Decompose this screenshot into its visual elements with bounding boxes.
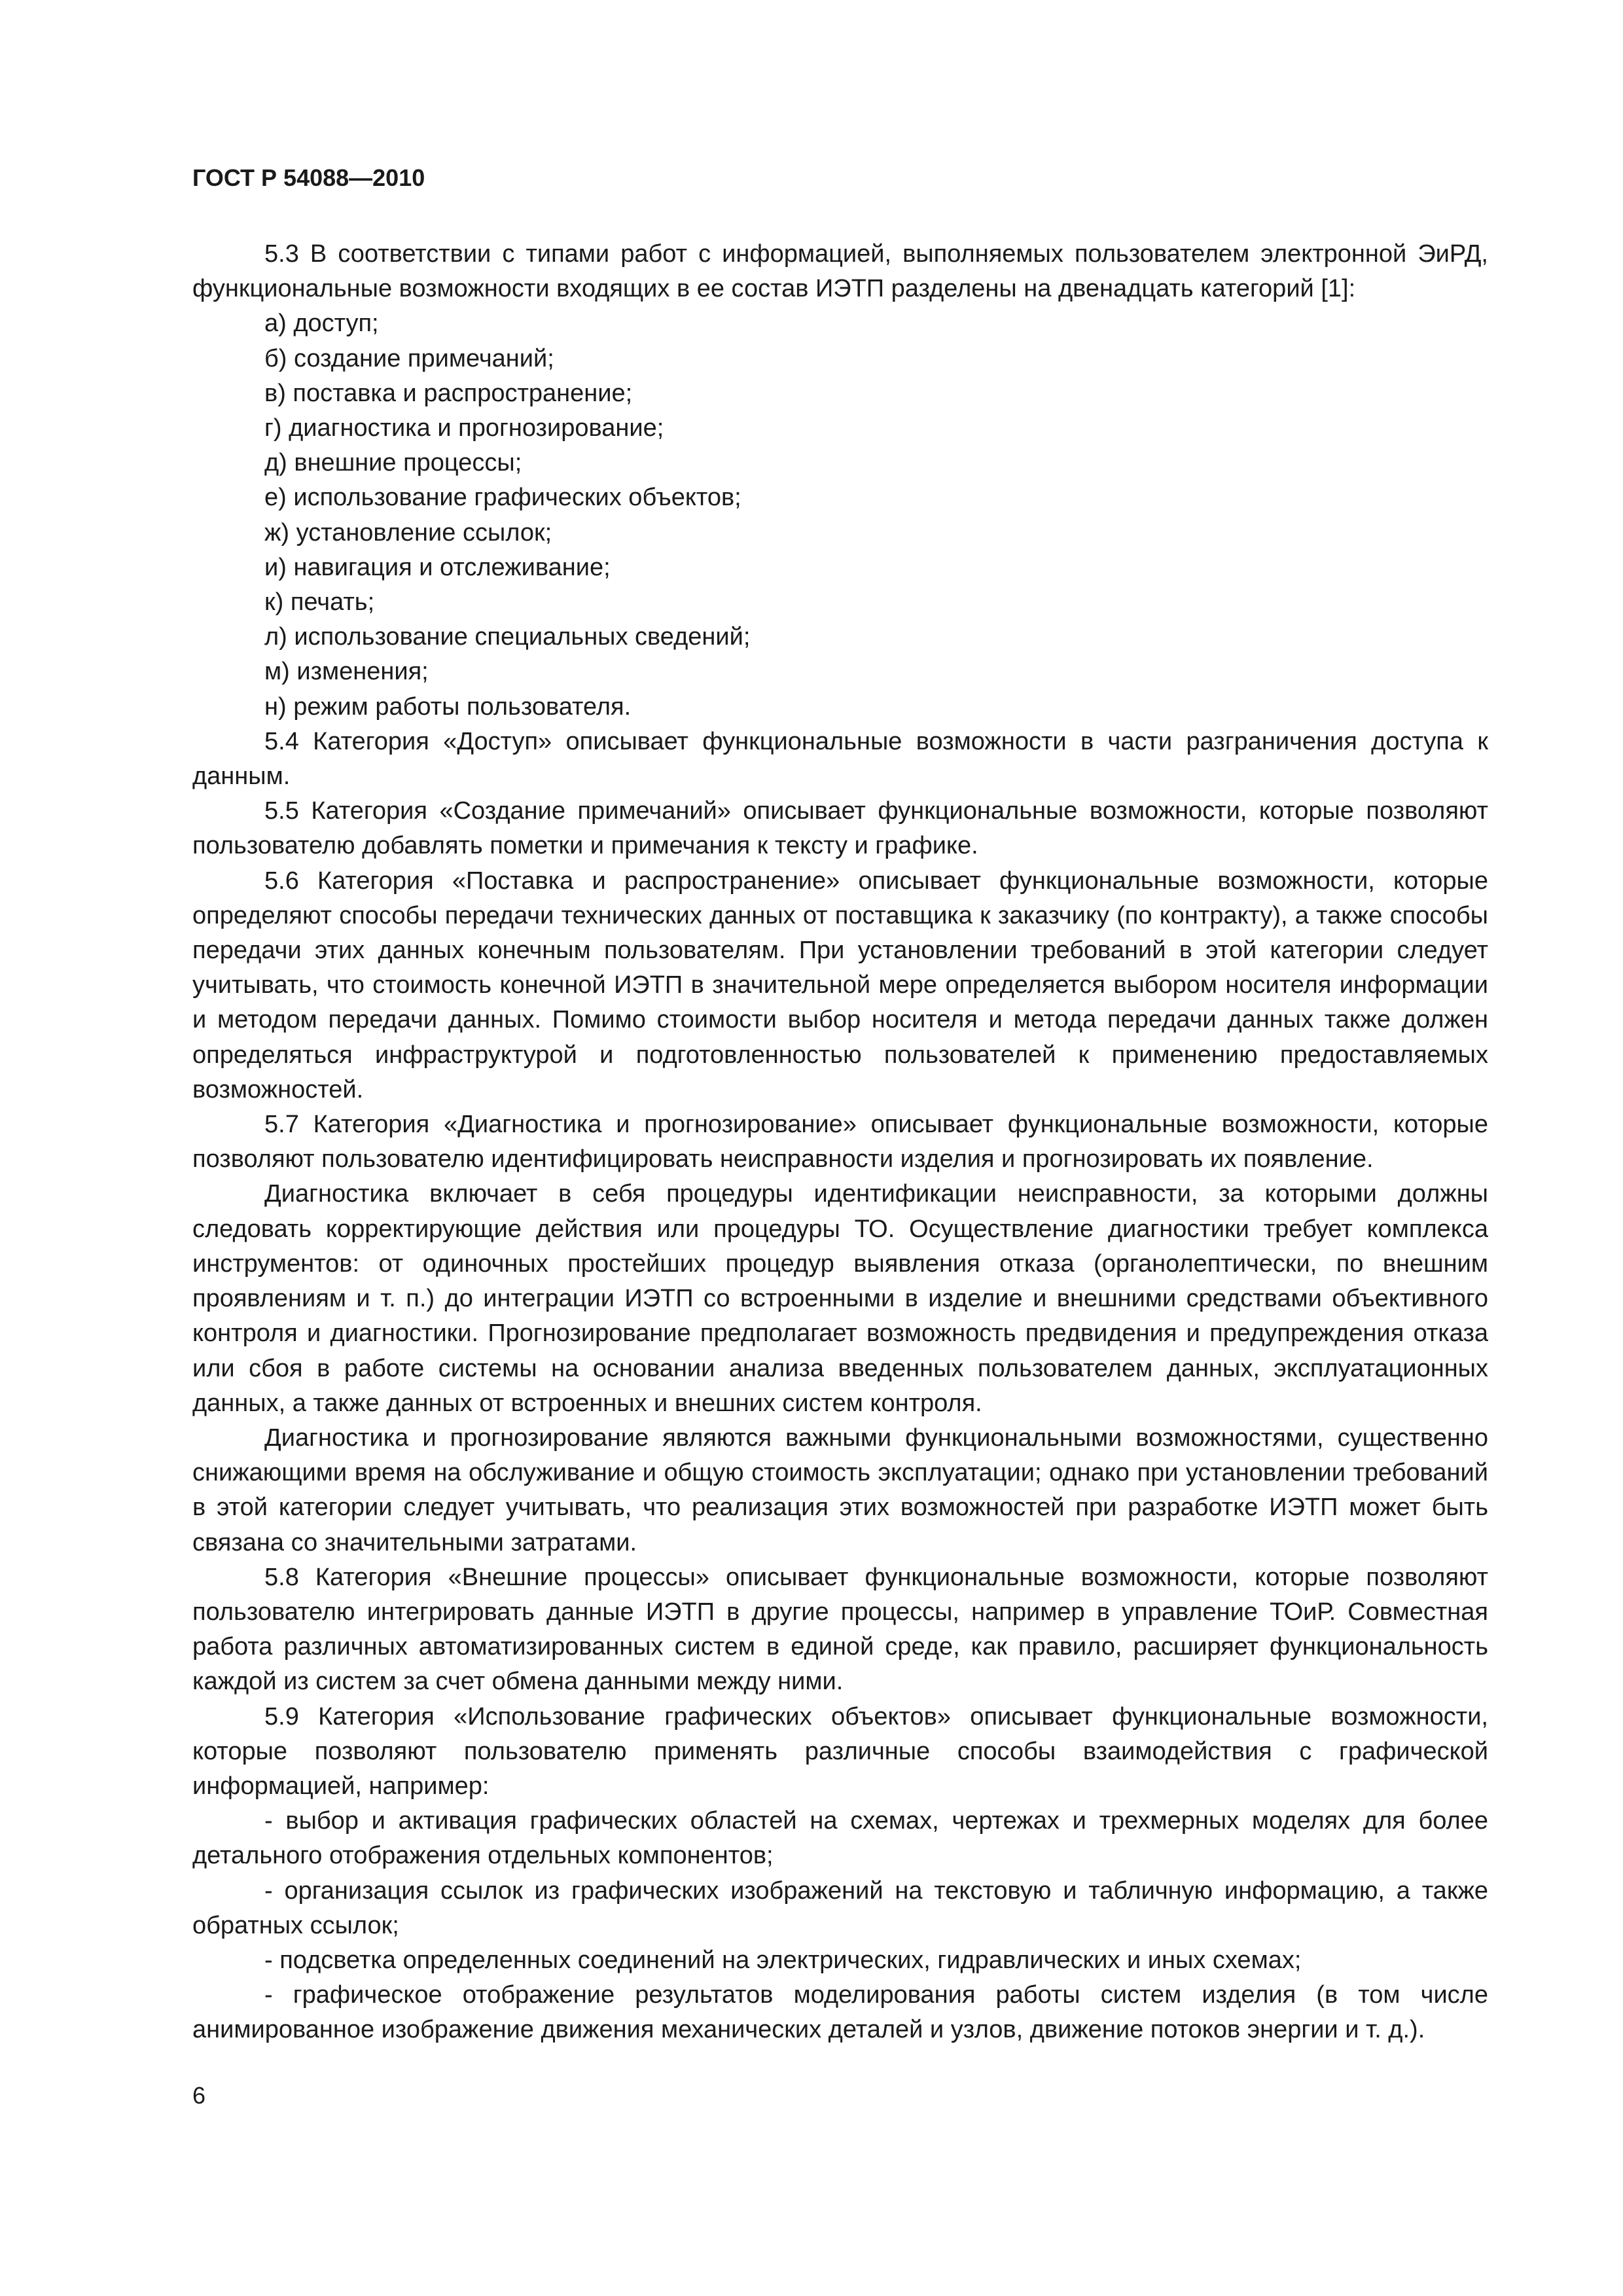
list-item: в) поставка и распространение; [264, 379, 633, 407]
list-item: н) режим работы пользователя. [264, 692, 632, 721]
paragraph-5-4: 5.4 Категория «Доступ» описывает функциональные возможности в части разграничения доступа к данным. [192, 727, 1488, 791]
document-code-header: ГОСТ Р 54088—2010 [192, 164, 425, 191]
graphics-examples-list [192, 1804, 1488, 2047]
list-item: м) изменения; [264, 658, 429, 686]
list-item: д) внешние процессы; [264, 449, 522, 477]
paragraph-5-7-cost: Диагностика и прогнозирование являются важными функциональными возможностями, существенно снижающими время на обслуживание и общую стоимость эксплуатации; однако при установлении требований в этой категории следует учитывать, что реализация этих возможностей при разработке ИЭТП может быть связана со значительными затратами. [192, 1424, 1488, 1556]
paragraph-5-5: 5.5 Категория «Создание примечаний» описывает функциональные возможности, которые позволяют пользователю добавлять пометки и примечания к тексту и графике. [192, 797, 1488, 860]
list-item: - выбор и активация графических областей на схемах, чертежах и трехмерных моделях для более детального отображения отдельных компонентов; [192, 1807, 1488, 1870]
list-item: л) использование специальных сведений; [264, 623, 751, 651]
list-item: б) создание примечаний; [264, 344, 554, 372]
paragraph-5-7-diagnostics: Диагностика включает в себя процедуры идентификации неисправности, за которыми должны следовать корректирующие действия или процедуры ТО. Осуществление диагностики требует комплекса инструментов: от одиночных простейших процедур выявления отказа (органолептически, по внешним проявлениям и т. п.) до интеграции ИЭТП со встроенными в изделие и внешними средствами объективного контроля и диагностики. Прогнозирование предполагает возможность предвидения и предупреждения отказа или сбоя в работе системы на основании анализа введенных пользователем данных, эксплуатационных данных, а также данных от встроенных и внешних систем контроля. [192, 1180, 1488, 1417]
list-item: к) печать; [264, 588, 375, 617]
document-body [192, 237, 1488, 2048]
paragraph-5-6: 5.6 Категория «Поставка и распространение» описывает функциональные возможности, которые определяют способы передачи технических данных от поставщика к заказчику (по контракту), а также способы передачи этих данных конечным пользователям. При установлении требований в этой категории следует учитывать, что стоимость конечной ИЭТП в значительной мере определяется выбором носителя информации и методом передачи данных. Помимо стоимости выбор носителя и метода передачи данных также должен определяться инфраструктурой и подготовленностью пользователей к применению предоставляемых возможностей. [192, 867, 1488, 1103]
list-item: ж) установление ссылок; [264, 518, 552, 547]
paragraph-5-3: 5.3 В соответствии с типами работ с информацией, выполняемых пользователем электронной ЭиРД, функциональные возможности входящих в ее состав ИЭТП разделены на двенадцать категорий [1]: [192, 240, 1488, 303]
paragraph-5-9: 5.9 Категория «Использование графических объектов» описывает функциональные возможности, которые позволяют пользователю применять различные способы взаимодействия с графической информацией, например: [192, 1702, 1488, 1800]
list-item: и) навигация и отслеживание; [264, 553, 611, 581]
category-list [192, 306, 1488, 724]
page-number: 6 [192, 2082, 206, 2109]
list-item: а) доступ; [264, 310, 379, 338]
list-item: е) использование графических объектов; [264, 484, 741, 512]
list-item: - подсветка определенных соединений на электрических, гидравлических и иных схемах; [264, 1946, 1302, 1974]
list-item: г) диагностика и прогнозирование; [264, 414, 664, 442]
list-item: - организация ссылок из графических изображений на текстовую и табличную информацию, а также обратных ссылок; [192, 1876, 1488, 1939]
paragraph-5-7: 5.7 Категория «Диагностика и прогнозирование» описывает функциональные возможности, которые позволяют пользователю идентифицировать неисправности изделия и прогнозировать их появление. [192, 1111, 1488, 1174]
paragraph-5-8: 5.8 Категория «Внешние процессы» описывает функциональные возможности, которые позволяют пользователю интегрировать данные ИЭТП в другие процессы, например в управление ТОиР. Совместная работа различных автоматизированных систем в единой среде, как правило, расширяет функциональность каждой из систем за счет обмена данными между ними. [192, 1563, 1488, 1696]
list-item: - графическое отображение результатов моделирования работы систем изделия (в том числе анимированное изображение движения механических деталей и узлов, движение потоков энергии и т. д.). [192, 1981, 1488, 2044]
